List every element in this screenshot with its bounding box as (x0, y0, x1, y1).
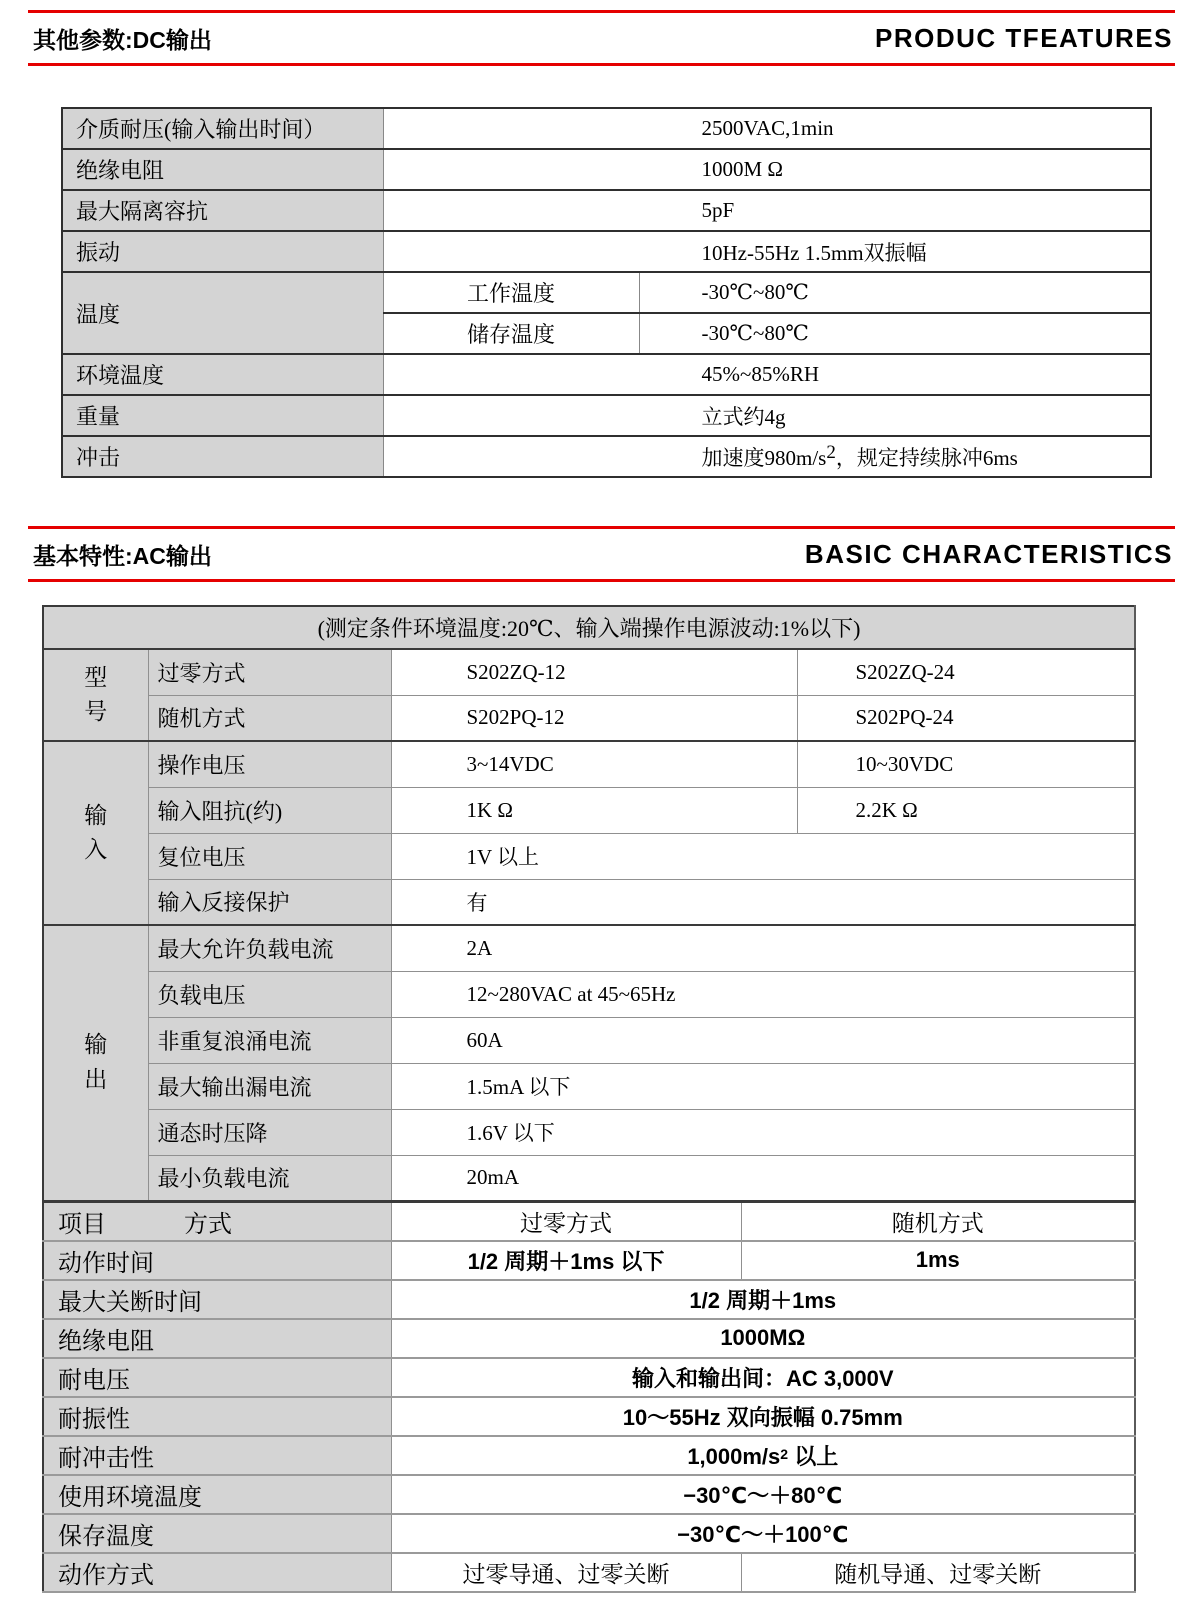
dc-parameters-table (61, 107, 1152, 478)
table-row (43, 695, 1135, 741)
row-label: 耐电压 (43, 1358, 391, 1397)
row-label: 绝缘电阻 (43, 1319, 391, 1358)
mode-header-label: 项目 方式 (43, 1201, 391, 1241)
table-row (43, 1063, 1135, 1109)
row-value (383, 436, 1151, 477)
table-row (62, 149, 1151, 190)
ac-characteristics-table (42, 605, 1136, 1593)
section-title-en: BASIC CHARACTERISTICS (804, 539, 1173, 569)
table-row (43, 1109, 1135, 1155)
table-row (43, 1358, 1135, 1397)
row-label: 冲击 (62, 436, 383, 477)
mode-col-2: 随机方式 (741, 1201, 1135, 1241)
row-label: 负载电压 (148, 971, 391, 1017)
row-label: 复位电压 (148, 833, 391, 879)
row-label: 耐振性 (43, 1397, 391, 1436)
table-row (62, 354, 1151, 395)
table-row (43, 1319, 1135, 1358)
row-value: 1.5mA 以下 (391, 1063, 1135, 1109)
row-label: 绝缘电阻 (62, 149, 383, 190)
group-label: 输入 (43, 741, 148, 925)
row-value: 1V 以上 (391, 833, 1135, 879)
table-row (43, 606, 1135, 649)
row-value: 5pF (383, 190, 1151, 231)
table-row (43, 1201, 1135, 1241)
table-row (43, 925, 1135, 971)
row-label: 最小负载电流 (148, 1155, 391, 1201)
row-label: 使用环境温度 (43, 1475, 391, 1514)
row-value: 10～55Hz 双向振幅 0.75mm (391, 1397, 1135, 1436)
test-condition-note: (测定条件环境温度:20℃、输入端操作电源波动:1%以下) (43, 606, 1135, 649)
table-row (43, 879, 1135, 925)
row-value: 有 (391, 879, 1135, 925)
value-superscript: 2 (780, 1445, 789, 1462)
table-row (43, 1280, 1135, 1319)
row-value-2: S202ZQ-24 (797, 649, 1135, 695)
table-row (43, 649, 1135, 695)
row-value-1: 1K Ω (391, 787, 797, 833)
row-value-2: 1ms (741, 1241, 1135, 1280)
row-value: 10Hz-55Hz 1.5mm双振幅 (383, 231, 1151, 272)
row-label: 最大允许负载电流 (148, 925, 391, 971)
sub-row-value: -30℃~80℃ (639, 272, 1151, 313)
row-label: 非重复浪涌电流 (148, 1017, 391, 1063)
row-label: 最大隔离容抗 (62, 190, 383, 231)
sub-row-label: 工作温度 (383, 272, 639, 313)
row-label: 通态时压降 (148, 1109, 391, 1155)
row-value-1: 过零导通、过零关断 (391, 1553, 741, 1592)
row-label: 最大关断时间 (43, 1280, 391, 1319)
row-value: 12~280VAC at 45~65Hz (391, 971, 1135, 1017)
row-label: 操作电压 (148, 741, 391, 787)
table-row (62, 108, 1151, 149)
table-row (43, 1397, 1135, 1436)
row-label: 温度 (62, 272, 383, 354)
table-row (62, 272, 1151, 313)
row-label: 输入阻抗(约) (148, 787, 391, 833)
row-value-2: S202PQ-24 (797, 695, 1135, 741)
sub-row-value: -30℃~80℃ (639, 313, 1151, 354)
value-text: 加速度980m/s (701, 445, 827, 470)
row-label: 过零方式 (148, 649, 391, 695)
row-value: 45%~85%RH (383, 354, 1151, 395)
table-row (62, 436, 1151, 477)
row-value: $1,000m/s^2$ 以上 (391, 1436, 1135, 1475)
section-title-cn: 基本特性:AC输出 (33, 543, 212, 569)
row-value: 60A (391, 1017, 1135, 1063)
row-label: 动作时间 (43, 1241, 391, 1280)
row-label: 耐冲击性 (43, 1436, 391, 1475)
row-value-1: S202ZQ-12 (391, 649, 797, 695)
table-row (43, 1475, 1135, 1514)
sub-row-label: 储存温度 (383, 313, 639, 354)
section-title-en: PRODUC TFEATURES (875, 23, 1173, 53)
row-value-1: 1/2 周期＋1ms 以下 (391, 1241, 741, 1280)
row-label: 重量 (62, 395, 383, 436)
row-label: 最大输出漏电流 (148, 1063, 391, 1109)
table-row (43, 741, 1135, 787)
row-value: 立式约4g (383, 395, 1151, 436)
table-row (43, 1553, 1135, 1592)
table-row (43, 1514, 1135, 1553)
row-value-1: 3~14VDC (391, 741, 797, 787)
table-row (62, 395, 1151, 436)
row-value: 1000MΩ (391, 1319, 1135, 1358)
row-value: 1.6V 以下 (391, 1109, 1135, 1155)
value-superscript: 2 (826, 441, 836, 463)
table-row (43, 1436, 1135, 1475)
table-row (62, 190, 1151, 231)
row-label: 随机方式 (148, 695, 391, 741)
section-title-cn: 其他参数:DC输出 (33, 27, 212, 53)
row-value: 2500VAC,1min (383, 108, 1151, 149)
row-label: 介质耐压(输入输出时间） (62, 108, 383, 149)
value-text: ，规定持续脉冲6ms (835, 445, 1018, 470)
row-value-1: S202PQ-12 (391, 695, 797, 741)
row-label: 环境温度 (62, 354, 383, 395)
section-header-ac (28, 526, 1175, 582)
row-value: 1000M Ω (383, 149, 1151, 190)
row-value: −30℃～＋100℃ (391, 1514, 1135, 1553)
row-label: 振动 (62, 231, 383, 272)
row-value: 输入和输出间：AC 3,000V (391, 1358, 1135, 1397)
row-value: 1/2 周期＋1ms (391, 1280, 1135, 1319)
row-label: 动作方式 (43, 1553, 391, 1592)
table-row (43, 1155, 1135, 1201)
table-row (62, 231, 1151, 272)
section-header-dc (28, 10, 1175, 66)
mode-col-1: 过零方式 (391, 1201, 741, 1241)
group-label: 输出 (43, 925, 148, 1201)
row-label: 输入反接保护 (148, 879, 391, 925)
table-row (43, 833, 1135, 879)
group-label: 型号 (43, 649, 148, 741)
row-value-2: 2.2K Ω (797, 787, 1135, 833)
row-value: −30℃～＋80℃ (391, 1475, 1135, 1514)
row-value-2: 随机导通、过零关断 (741, 1553, 1135, 1592)
table-row (43, 971, 1135, 1017)
row-value-2: 10~30VDC (797, 741, 1135, 787)
row-value: 2A (391, 925, 1135, 971)
table-row (43, 1017, 1135, 1063)
row-value: 20mA (391, 1155, 1135, 1201)
table-row (43, 1241, 1135, 1280)
row-label: 保存温度 (43, 1514, 391, 1553)
table-row (43, 787, 1135, 833)
